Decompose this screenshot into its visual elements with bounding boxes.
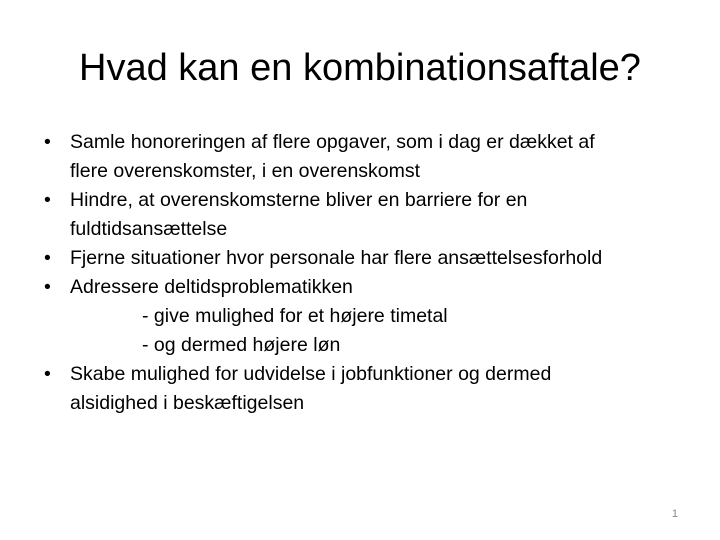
bullet-icon: •: [44, 189, 51, 211]
bullet-list: [44, 128, 684, 418]
bullet-line: Adressere deltidsproblematikken: [70, 276, 353, 298]
bullet-icon: •: [44, 363, 51, 385]
bullet-item: [44, 244, 684, 273]
bullet-item: [44, 360, 684, 418]
bullet-item: [44, 128, 684, 186]
bullet-item: [44, 186, 684, 244]
bullet-subline: - og dermed højere løn: [142, 334, 341, 356]
bullet-icon: •: [44, 276, 51, 298]
bullet-line: Skabe mulighed for udvidelse i jobfunktioner og dermed: [70, 363, 552, 385]
bullet-line: fuldtidsansættelse: [70, 218, 228, 240]
slide-title: Hvad kan en kombinationsaftale?: [79, 47, 641, 89]
bullet-line: Hindre, at overenskomsterne bliver en barriere for en: [70, 189, 528, 211]
bullet-line: alsidighed i beskæftigelsen: [70, 392, 305, 414]
bullet-icon: •: [44, 131, 51, 153]
bullet-line: Samle honoreringen af flere opgaver, som i dag er dækket af: [70, 131, 595, 153]
bullet-line: flere overenskomster, i en overenskomst: [70, 160, 421, 182]
bullet-subline: - give mulighed for et højere timetal: [142, 305, 448, 327]
bullet-item: [44, 273, 684, 360]
bullet-icon: •: [44, 247, 51, 269]
bullet-line: Fjerne situationer hvor personale har flere ansættelsesforhold: [70, 247, 603, 269]
page-number: 1: [671, 508, 678, 520]
